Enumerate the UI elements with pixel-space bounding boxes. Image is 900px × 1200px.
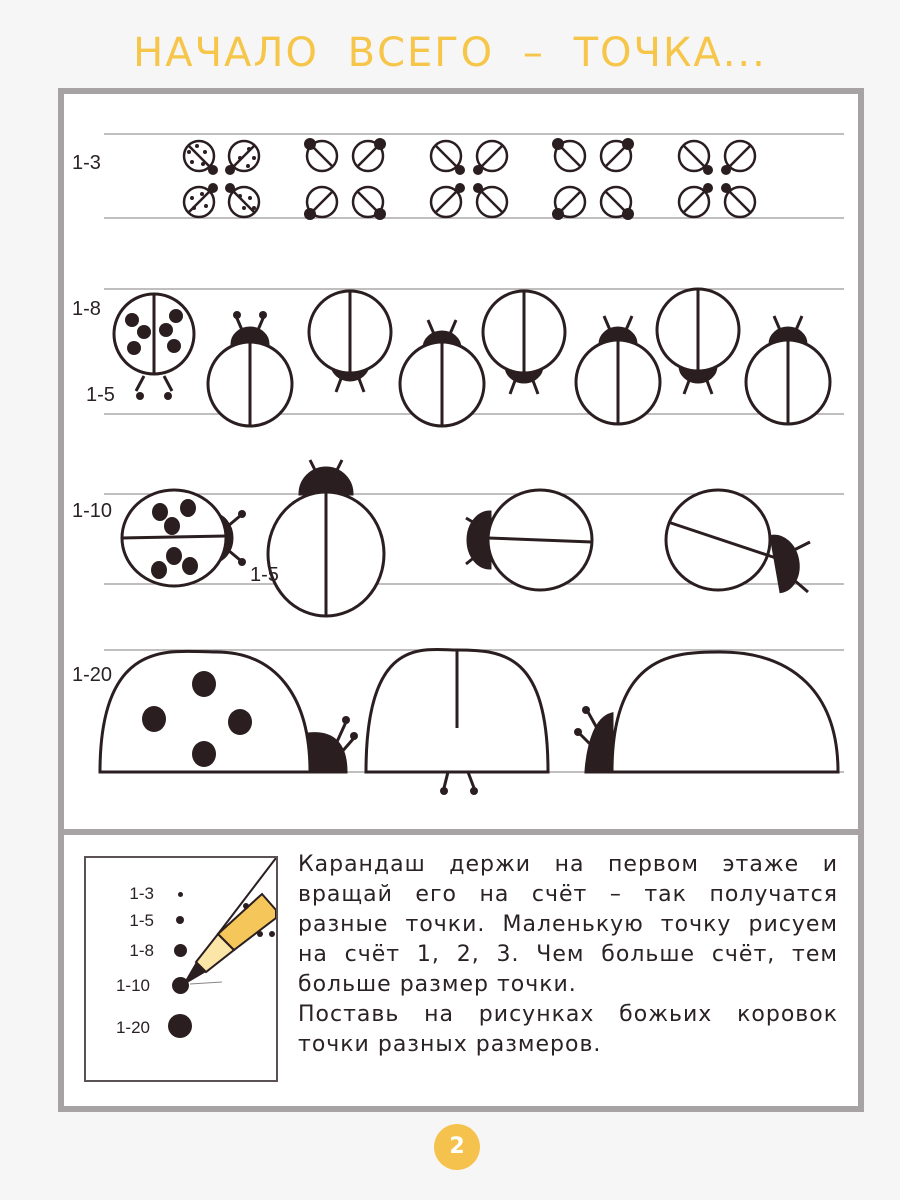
dot-size-legend xyxy=(84,856,278,1082)
legend-label: 1-5 xyxy=(129,911,154,930)
row-label-1-10: 1-10 xyxy=(72,500,113,522)
section-divider xyxy=(64,829,858,835)
legend-label: 1-8 xyxy=(129,941,154,960)
row1-group-1 xyxy=(184,141,259,217)
worksheet-frame xyxy=(58,88,864,1112)
row1-group-3 xyxy=(431,141,507,217)
row1-group-5 xyxy=(679,141,755,217)
instructions-text xyxy=(298,850,838,1060)
row2-ladybugs xyxy=(114,289,830,426)
row-label-1-3: 1-3 xyxy=(72,152,101,174)
row-sublabel-1-5b: 1-5 xyxy=(250,564,279,586)
ladybug-exercise xyxy=(64,94,858,829)
instructions-paragraph-2: Поставь на рисунках божьих коровок точки разных размеров. xyxy=(298,1002,838,1057)
legend-label: 1-3 xyxy=(129,884,154,903)
legend-label: 1-10 xyxy=(115,976,150,995)
page-title: НАЧАЛО ВСЕГО – ТОЧКА... xyxy=(133,30,767,76)
row-sublabel-1-5: 1-5 xyxy=(86,384,115,406)
row1-group-4 xyxy=(552,138,634,220)
row-label-1-8: 1-8 xyxy=(72,298,101,320)
instructions-paragraph-1: Карандаш держи на первом этаже и вращай его на счёт – так получатся разные точки. Маленькую точку рисуем на счёт 1, 2, 3. Чем больше счёт, тем больше размер точки. xyxy=(298,852,838,997)
row-label-1-20: 1-20 xyxy=(72,664,113,686)
page-number-badge: 2 xyxy=(434,1124,480,1170)
legend-label: 1-20 xyxy=(115,1018,150,1037)
row3-ladybugs xyxy=(122,460,810,616)
pencil-icon xyxy=(86,858,276,1080)
row1-group-2 xyxy=(304,138,386,220)
row4-ladybugs xyxy=(100,649,838,788)
ladybug-drawings xyxy=(64,94,858,829)
